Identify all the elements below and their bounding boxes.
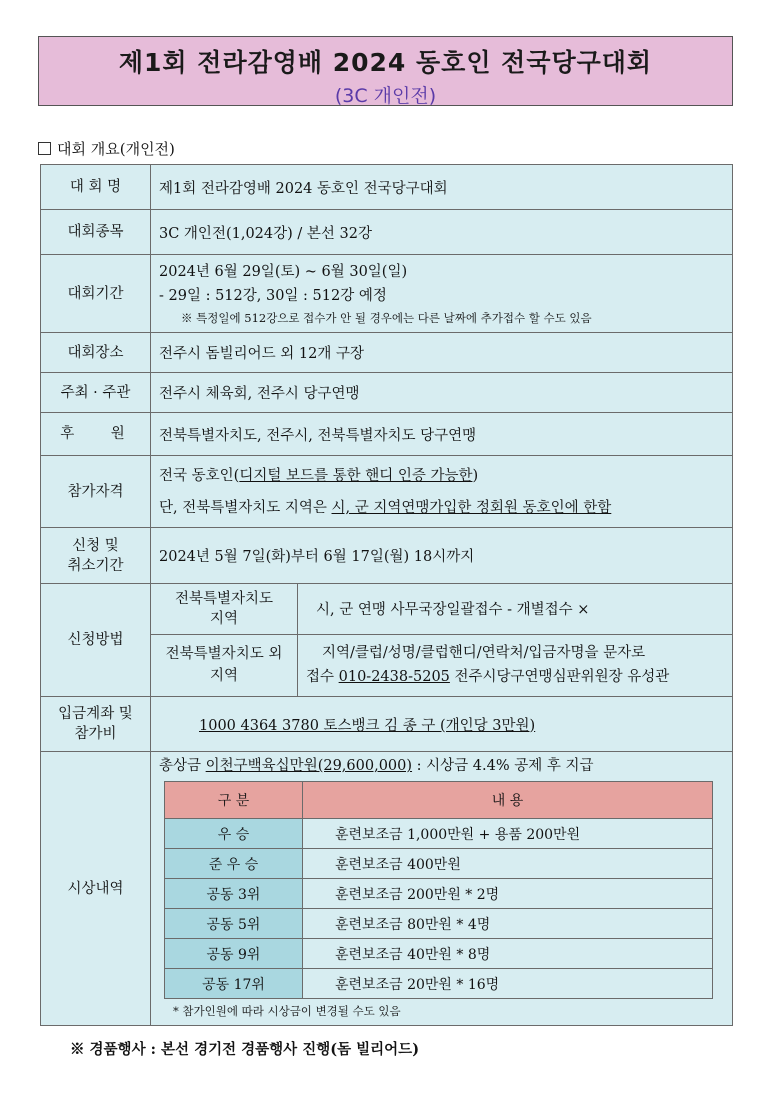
apply-method-table — [151, 584, 732, 696]
row-value-eligibility: 전국 동호인(디지털 보드를 통한 핸디 인증 가능한) 단, 전북특별자치도 지역은 시, 군 지역연맹가입한 정회원 동호인에 한함 — [151, 456, 733, 528]
row-label-account: 입금계좌 및 참가비 — [41, 697, 151, 752]
section-heading: 대회 개요(개인전) — [38, 138, 175, 159]
title-banner — [38, 36, 733, 106]
prize-row: 준 우 승 훈련보조금 400만원 — [165, 849, 713, 879]
table-row — [41, 165, 733, 210]
table-row — [41, 528, 733, 584]
contact-phone: 010-2438-5205 — [338, 669, 450, 686]
table-row — [41, 697, 733, 752]
prize-row: 공동 5위 훈련보조금 80만원 * 4명 — [165, 909, 713, 939]
table-row: 전북특별자치도 지역 시, 군 연맹 사무국장일괄접수 - 개별접수 × — [151, 584, 732, 634]
row-value-host: 전주시 체육회, 전주시 당구연맹 — [151, 373, 733, 413]
row-label-event: 대회종목 — [41, 210, 151, 255]
page-subtitle: (3C 개인전) — [334, 85, 437, 107]
prize-row: 공동 9위 훈련보조금 40만원 * 8명 — [165, 939, 713, 969]
table-row — [41, 210, 733, 255]
prize-header-row: 구 분 내 용 — [165, 782, 713, 819]
prizes-cell — [151, 752, 733, 1026]
table-row: 전북특별자치도 외 지역 지역/클럽/성명/클럽핸디/연락처/입금자명을 문자로 접수 010-2438-5205 전주시당구연맹심판위원장 유성관 — [151, 634, 732, 696]
row-value-name: 제1회 전라감영배 2024 동호인 전국당구대회 — [151, 165, 733, 210]
row-label-apply-method: 신청방법 — [41, 584, 151, 697]
table-row — [41, 373, 733, 413]
prize-row: 공동 3위 훈련보조금 200만원 * 2명 — [165, 879, 713, 909]
row-label-eligibility: 참가자격 — [41, 456, 151, 528]
prize-row: 우 승 훈련보조금 1,000만원 + 용품 200만원 — [165, 819, 713, 849]
row-label-venue: 대회장소 — [41, 333, 151, 373]
row-label-apply-period: 신청 및 취소기간 — [41, 528, 151, 584]
row-value-venue: 전주시 돔빌리어드 외 12개 구장 — [151, 333, 733, 373]
row-value-event: 3C 개인전(1,024강) / 본선 32강 — [151, 210, 733, 255]
table-row — [41, 456, 733, 528]
table-row — [41, 255, 733, 333]
checkbox-square-icon — [38, 142, 51, 155]
table-row — [41, 584, 733, 697]
row-value-account: 1000 4364 3780 토스뱅크 김 종 구 (개인당 3만원) — [151, 697, 733, 752]
period-note: ※ 특정일에 512강으로 접수가 안 될 경우에는 다른 날짜에 추가접수 할 수도 있음 — [181, 310, 592, 325]
row-label-sponsor: 후 원 — [41, 413, 151, 456]
apply-method-cell — [151, 584, 733, 697]
prize-total: 총상금 이천구백육십만원(29,600,000) : 시상금 4.4% 공제 후 지급 — [159, 758, 594, 774]
page-title: 제1회 전라감영배 2024 동호인 전국당구대회 — [118, 48, 653, 77]
table-row — [41, 413, 733, 456]
row-value-sponsor: 전북특별자치도, 전주시, 전북특별자치도 당구연맹 — [151, 413, 733, 456]
row-label-host: 주최 · 주관 — [41, 373, 151, 413]
row-label-period: 대회기간 — [41, 255, 151, 333]
table-row — [41, 752, 733, 1026]
row-label-name: 대 회 명 — [41, 165, 151, 210]
prize-table — [164, 781, 713, 999]
prize-row: 공동 17위 훈련보조금 20만원 * 16명 — [165, 969, 713, 999]
overview-table — [40, 164, 733, 1026]
row-value-apply-period: 2024년 5월 7일(화)부터 6월 17일(월) 18시까지 — [151, 528, 733, 584]
table-row — [41, 333, 733, 373]
prize-note: * 참가인원에 따라 시상금이 변경될 수도 있음 — [173, 1004, 401, 1018]
row-label-prizes: 시상내역 — [41, 752, 151, 1026]
row-value-period: 2024년 6월 29일(토) ~ 6월 30일(일) - 29일 : 512강, 30일 : 512강 예정 ※ 특정일에 512강으로 접수가 안 될 경우에는 다른 날짜에 추가접수 할 수도 있음 — [151, 255, 733, 333]
footer-note: ※ 경품행사 : 본선 경기전 경품행사 진행(돔 빌리어드) — [70, 1041, 420, 1058]
